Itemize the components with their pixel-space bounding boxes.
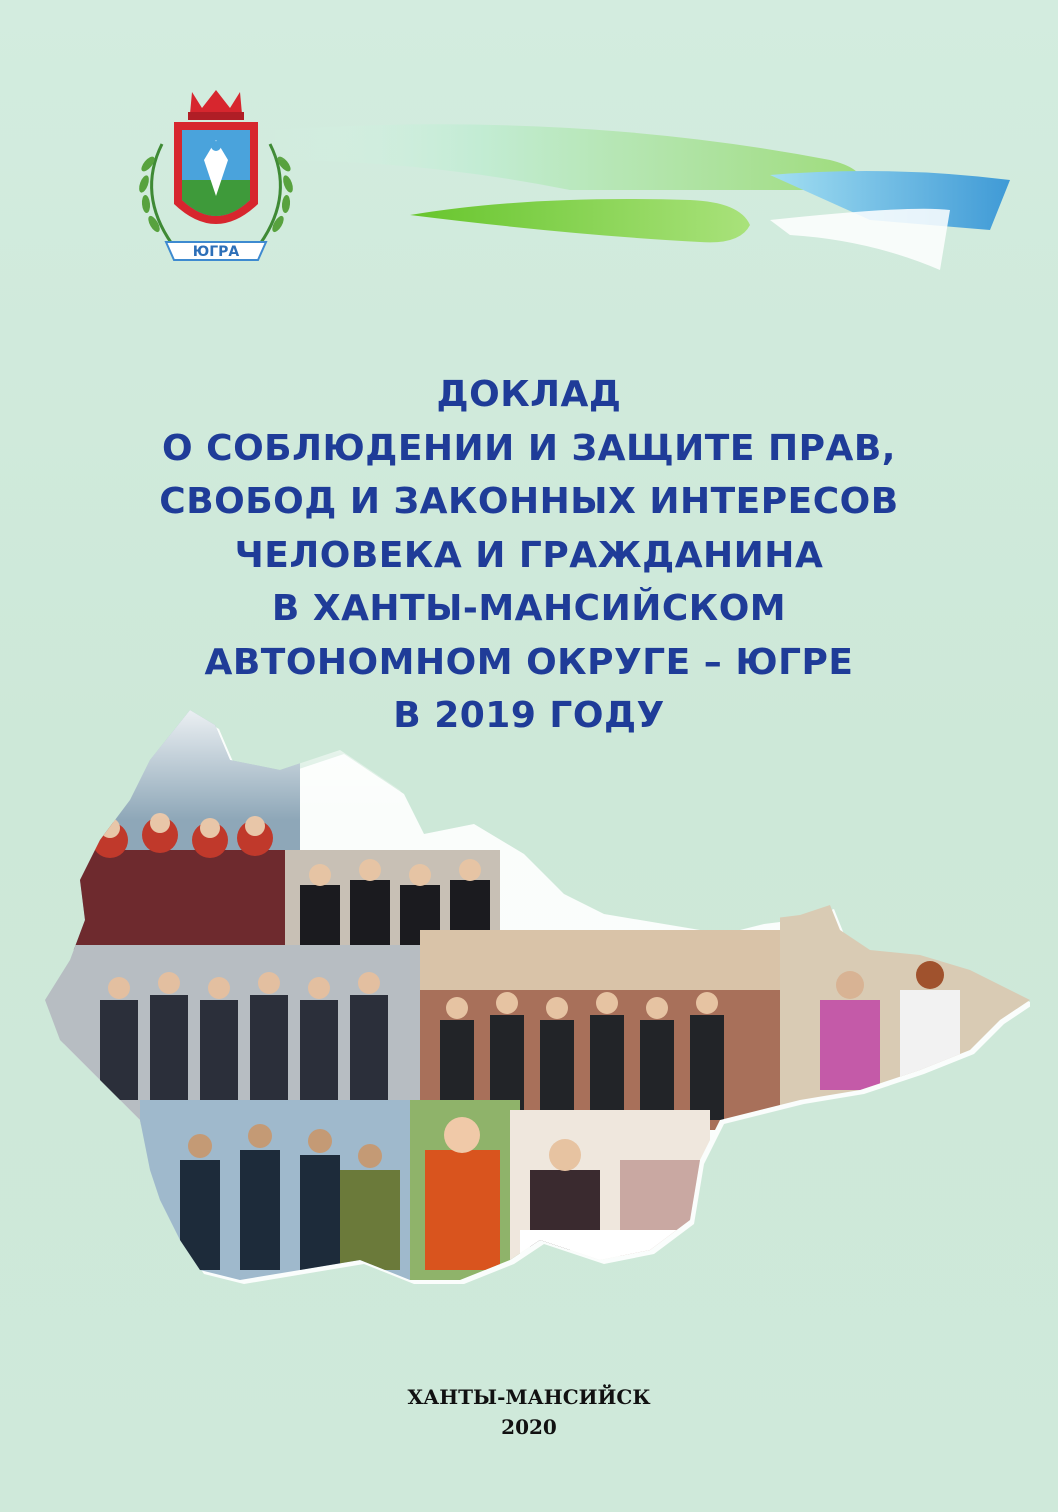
report-title	[0, 368, 1058, 743]
title-line-5: В ХАНТЫ-МАНСИЙСКОМ	[271, 588, 787, 629]
title-line-2: О СОБЛЮДЕНИИ И ЗАЩИТЕ ПРАВ,	[162, 427, 896, 469]
title-line-1: ДОКЛАД	[436, 374, 622, 415]
flag-ribbon	[270, 120, 1010, 280]
publication-year: 2020	[501, 1415, 557, 1439]
title-line-7: В 2019 ГОДУ	[393, 695, 665, 736]
title-line-4: ЧЕЛОВЕКА И ГРАЖДАНИНА	[234, 534, 824, 576]
publication-city: ХАНТЫ-МАНСИЙСК	[407, 1385, 651, 1409]
publication-footer	[0, 1382, 1058, 1442]
emblem-banner-text: ЮГРА	[192, 244, 240, 260]
region-map-photo-collage	[40, 700, 1030, 1300]
title-line-3: СВОБОД И ЗАКОННЫХ ИНТЕРЕСОВ	[159, 481, 899, 522]
title-line-6: АВТОНОМНОМ ОКРУГЕ – ЮГРЕ	[204, 641, 854, 683]
